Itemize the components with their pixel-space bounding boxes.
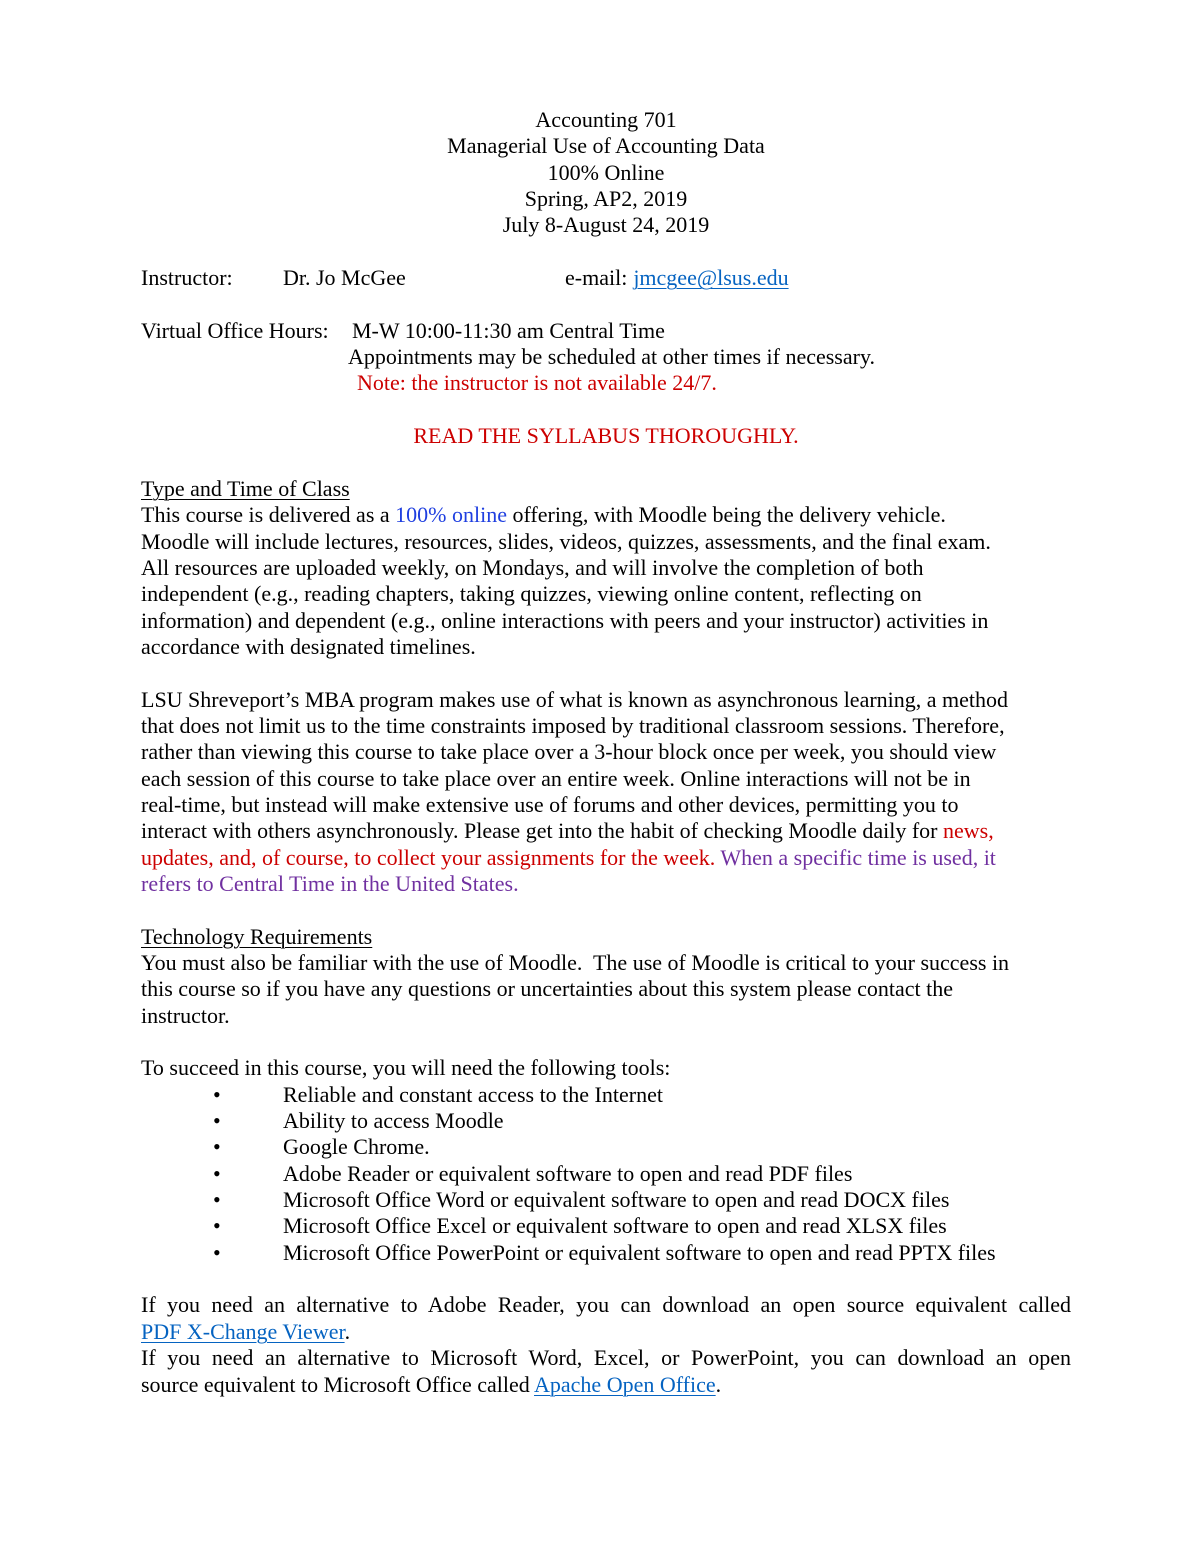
course-term: Spring, AP2, 2019 [524, 186, 688, 212]
text-line [141, 818, 1071, 844]
section-type-and-time-of-class [141, 476, 1071, 898]
spacer [141, 397, 1071, 423]
text-line [141, 581, 1071, 607]
text-run: . [344, 1318, 351, 1344]
instructor-row [141, 265, 1071, 291]
tool-item-text: Microsoft Office PowerPoint or equivalent software to open and read PPTX files [283, 1239, 996, 1265]
office-hours-label: Virtual Office Hours: [141, 317, 329, 343]
tool-item-text: Adobe Reader or equivalent software to open and read PDF files [283, 1160, 853, 1186]
office-hours-time: M-W 10:00-11:30 am Central Time [352, 317, 665, 343]
text-line [141, 502, 1071, 528]
text-line [141, 608, 1071, 634]
email-label: e-mail: [565, 265, 628, 291]
text-run: This course is delivered as a [141, 502, 396, 528]
tool-item-text: Reliable and constant access to the Internet [283, 1081, 663, 1107]
tool-item-text: Microsoft Office Word or equivalent software to open and read DOCX files [283, 1187, 950, 1213]
email-group [565, 265, 789, 291]
spacer [141, 449, 1071, 475]
tool-item [141, 1161, 1071, 1187]
course-title: Managerial Use of Accounting Data [447, 133, 765, 159]
section-heading [141, 924, 1071, 950]
text-run: real-time, but instead will make extensive use of forums and other devices, permitting you to [141, 791, 959, 817]
paragraph-moodle-familiarity [141, 950, 1071, 1029]
text-run: . [715, 1371, 722, 1397]
text-line [141, 766, 1071, 792]
bullet-marker: • [213, 1213, 221, 1239]
paragraph-adobe-alternative [141, 1292, 1071, 1345]
bullet-marker: • [213, 1239, 221, 1265]
course-number: Accounting 701 [535, 107, 677, 132]
text-line [141, 1292, 1071, 1318]
tools-list [141, 1082, 1071, 1266]
bullet-marker: • [213, 1134, 221, 1160]
email-link[interactable]: jmcgee@lsus.edu [633, 265, 789, 291]
text-line [141, 713, 1071, 739]
spacer [141, 239, 1071, 265]
bullet-marker: • [213, 1187, 221, 1213]
tool-item [141, 1187, 1071, 1213]
tool-item-text: Ability to access Moodle [283, 1108, 504, 1134]
text-line [141, 1372, 1071, 1398]
highlighted-text: updates, and, of course, to collect your assignments for the week. [141, 844, 716, 870]
tool-item-text: Google Chrome. [283, 1134, 430, 1160]
section-heading-text: Technology Requirements [141, 923, 373, 949]
text-line [141, 739, 1071, 765]
text-run: accordance with designated timelines. [141, 633, 476, 659]
office-hours-row [141, 318, 1071, 344]
text-line [141, 1319, 1071, 1345]
text-run: that does not limit us to the time constraints imposed by traditional classroom sessions. Therefore, [141, 712, 1005, 738]
text-run: LSU Shreveport’s MBA program makes use of what is known as asynchronous learning, a method [141, 686, 1009, 712]
highlighted-text: news, [942, 818, 994, 844]
text-run: If you need an alternative to Adobe Reader, you can download an open source equivalent called [141, 1292, 1071, 1318]
text-run: All resources are uploaded weekly, on Mondays, and will involve the completion of both [141, 554, 924, 580]
text-run: You must also be familiar with the use of Moodle. The use of Moodle is critical to your success in [141, 950, 1010, 975]
tool-item [141, 1240, 1071, 1266]
text-line [141, 950, 1071, 976]
text-run: this course so if you have any questions or uncertainties about this system please contact the [141, 976, 953, 1002]
spacer [141, 1029, 1071, 1055]
pdf-x-change-viewer-link[interactable]: PDF X-Change Viewer [141, 1318, 345, 1344]
tool-item [141, 1134, 1071, 1160]
spacer [141, 660, 1071, 686]
text-line [141, 792, 1071, 818]
text-line [141, 976, 1071, 1002]
tool-item [141, 1082, 1071, 1108]
tool-item-text: Microsoft Office Excel or equivalent software to open and read XLSX files [283, 1213, 947, 1239]
availability-note: Note: the instructor is not available 24/7. [357, 370, 717, 396]
apache-open-office-link[interactable]: Apache Open Office [534, 1371, 716, 1397]
section-required-tools [141, 1055, 1071, 1266]
paragraph-asynchronous-learning [141, 687, 1071, 898]
text-run: information) and dependent (e.g., online interactions with peers and your instructor) activities in [141, 607, 989, 633]
course-format: 100% Online [547, 159, 665, 185]
text-run: source equivalent to Microsoft Office called [141, 1371, 535, 1397]
text-run: If you need an alternative to Microsoft Word, Excel, or PowerPoint, you can download an open [141, 1345, 1071, 1371]
text-run: each session of this course to take place over an entire week. Online interactions will not be in [141, 765, 971, 791]
highlighted-text: refers to Central Time in the United States. [141, 870, 519, 896]
section-software-alternatives [141, 1292, 1071, 1397]
syllabus-notice: READ THE SYLLABUS THOROUGHLY. [413, 423, 799, 449]
text-line [141, 634, 1071, 660]
spacer [141, 897, 1071, 923]
appointments-note: Appointments may be scheduled at other times if necessary. [348, 344, 876, 370]
text-line [141, 1345, 1071, 1371]
office-hours-block [141, 318, 1071, 397]
text-line [141, 529, 1071, 555]
section-heading-text: Type and Time of Class [141, 475, 350, 501]
text-run: Moodle will include lectures, resources, slides, videos, quizzes, assessments, and the final exam. [141, 528, 991, 554]
text-line [141, 845, 1071, 871]
tool-item [141, 1108, 1071, 1134]
text-run: offering, with Moodle being the delivery vehicle. [506, 502, 946, 528]
paragraph-course-delivery [141, 502, 1071, 660]
highlighted-text: When a specific time is used, it [720, 844, 996, 870]
spacer [141, 291, 1071, 317]
highlighted-text: 100% online [395, 502, 507, 528]
text-run: interact with others asynchronously. Please get into the habit of checking Moodle daily for [141, 818, 943, 844]
bullet-marker: • [213, 1081, 221, 1107]
tool-item [141, 1213, 1071, 1239]
text-line [141, 1003, 1071, 1029]
instructor-name: Dr. Jo McGee [283, 265, 406, 291]
course-dates: July 8-August 24, 2019 [502, 212, 710, 238]
text-run: rather than viewing this course to take place over a 3-hour block once per week, you should view [141, 739, 997, 765]
text-run: independent (e.g., reading chapters, taking quizzes, viewing online content, reflecting on [141, 581, 922, 607]
bullet-marker: • [213, 1160, 221, 1186]
instructor-label: Instructor: [141, 265, 233, 291]
tools-intro: To succeed in this course, you will need the following tools: [141, 1055, 671, 1081]
spacer [141, 1266, 1071, 1292]
section-heading [141, 476, 1071, 502]
text-run: instructor. [141, 1002, 230, 1028]
syllabus-header [141, 107, 1071, 239]
document-body [141, 107, 1071, 1398]
bullet-marker: • [213, 1108, 221, 1134]
text-line [141, 687, 1071, 713]
paragraph-office-alternative [141, 1345, 1071, 1398]
text-line [141, 871, 1071, 897]
text-line [141, 555, 1071, 581]
section-technology-requirements [141, 924, 1071, 1029]
